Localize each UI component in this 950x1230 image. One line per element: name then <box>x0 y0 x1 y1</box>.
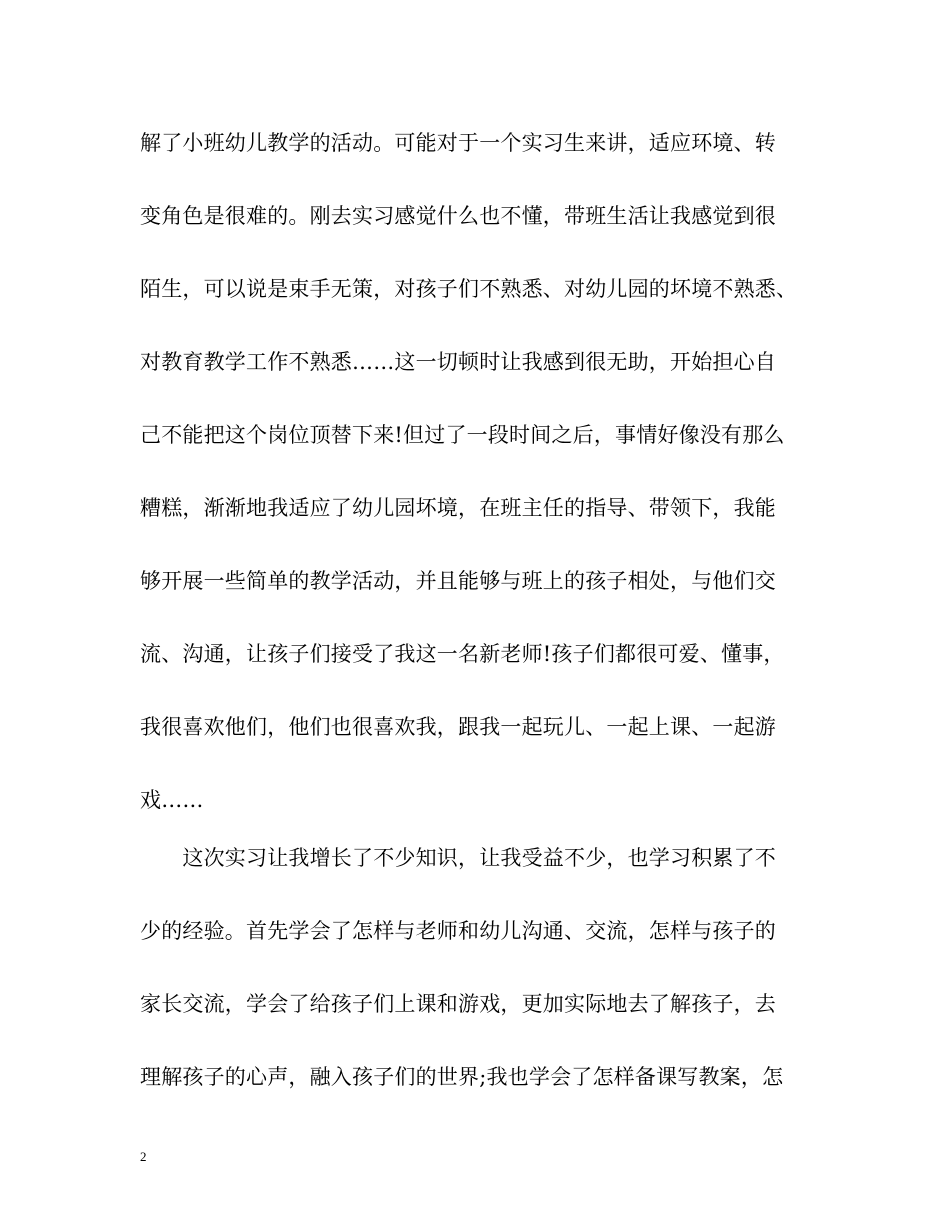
text-line: 变角色是很难的。刚去实习感觉什么也不懂，带班生活让我感觉到很 <box>140 204 776 228</box>
text-line: 少的经验。首先学会了怎样与老师和幼儿沟通、交流，怎样与孩子的 <box>140 919 776 943</box>
text-line: 糟糕，渐渐地我适应了幼儿园坏境，在班主任的指导、带领下，我能 <box>140 496 776 520</box>
paragraph-first-line: 这次实习让我增长了不少知识，让我受益不少，也学习积累了不 <box>140 846 776 870</box>
text-line: 陌生，可以说是束手无策，对孩子们不熟悉、对幼儿园的坏境不熟悉、 <box>140 277 798 301</box>
page-number: 2 <box>140 1149 147 1164</box>
text-line: 己不能把这个岗位顶替下来!但过了一段时间之后，事情好像没有那么 <box>140 423 785 447</box>
text-line: 够开展一些简单的教学活动，并且能够与班上的孩子相处，与他们交 <box>140 569 776 593</box>
text-line: 流、沟通，让孩子们接受了我这一名新老师!孩子们都很可爱、懂事， <box>140 642 785 666</box>
text-line: 解了小班幼儿教学的活动。可能对于一个实习生来讲，适应环境、转 <box>140 131 776 155</box>
text-line: 戏…… <box>140 788 204 812</box>
text-line: 我很喜欢他们，他们也很喜欢我，跟我一起玩儿、一起上课、一起游 <box>140 715 776 739</box>
text-line: 理解孩子的心声，融入孩子们的世界;我也学会了怎样备课写教案，怎 <box>140 1065 784 1089</box>
text-line: 家长交流，学会了给孩子们上课和游戏，更加实际地去了解孩子，去 <box>140 992 776 1016</box>
text-line: 对教育教学工作不熟悉……这一切顿时让我感到很无助，开始担心自 <box>140 350 776 374</box>
